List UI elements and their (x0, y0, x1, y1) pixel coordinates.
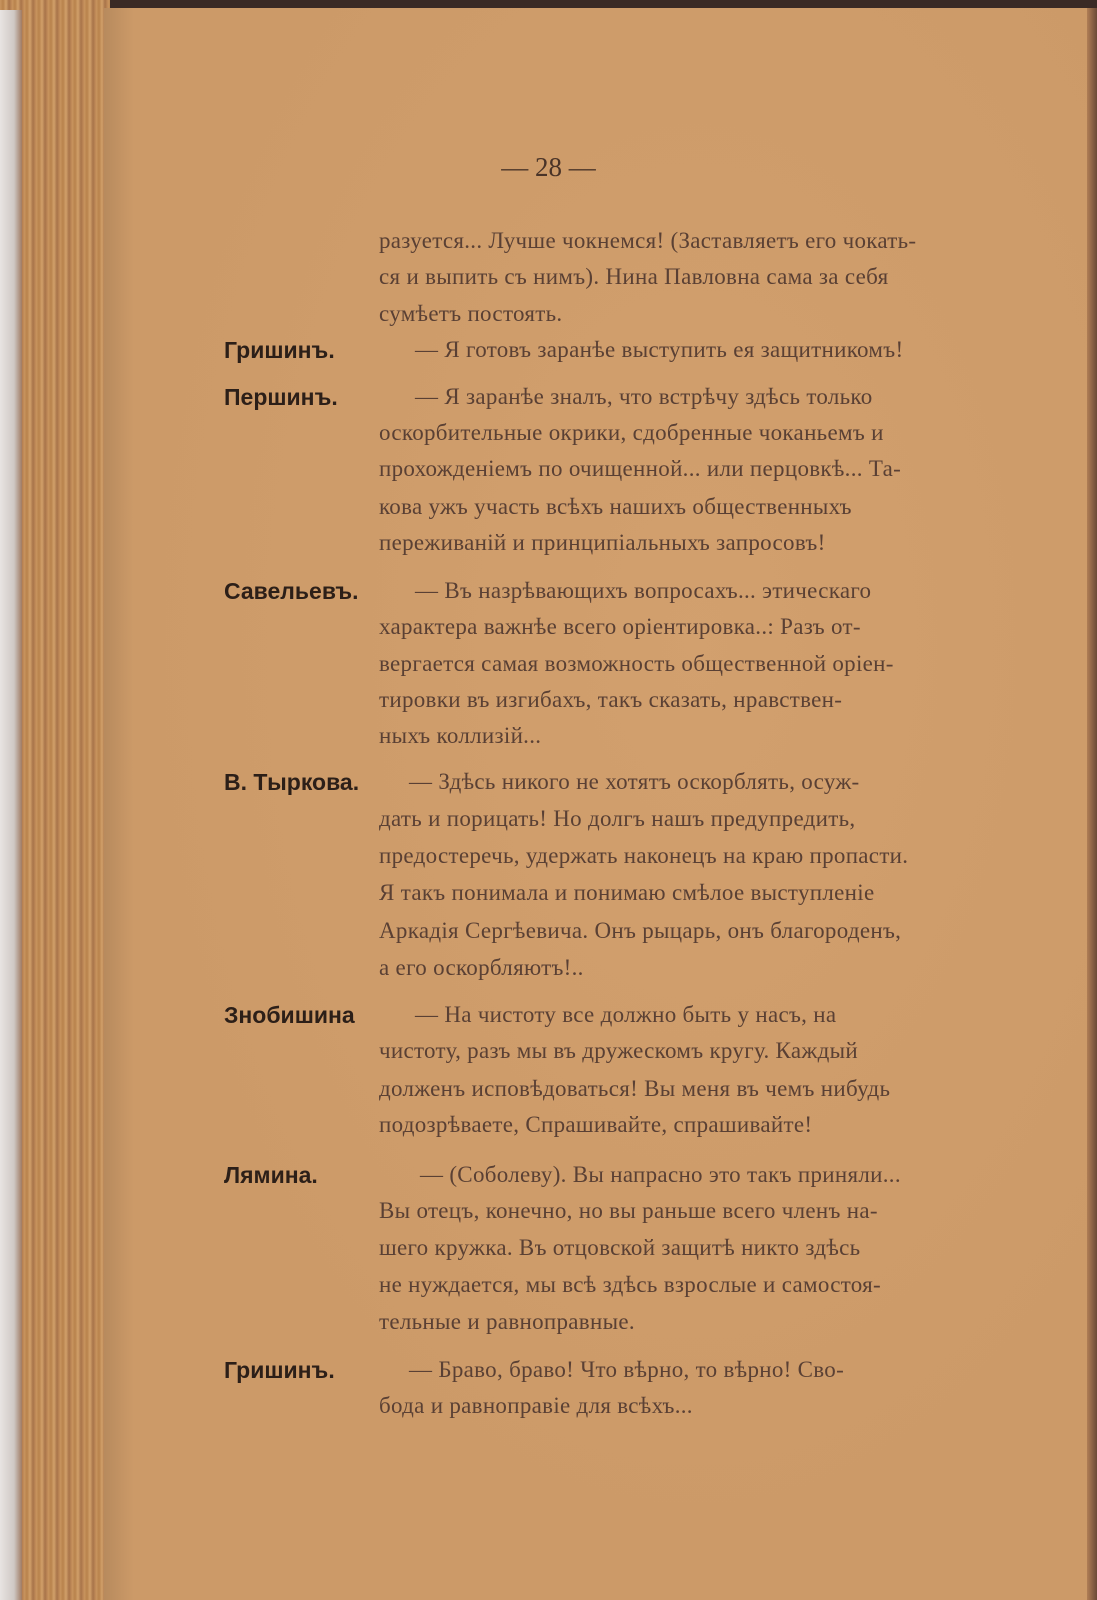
speaker-name: Савельевъ. (224, 578, 359, 604)
text-line: характера важнѣе всего оріентировка..: Разъ от- (379, 614, 861, 639)
text-line: не нуждается, мы всѣ здѣсь взрослые и самостоя- (379, 1272, 881, 1297)
text-line: а его оскорбляютъ!.. (379, 955, 584, 980)
text-line: долженъ исповѣдоваться! Вы меня въ чемъ нибудь (379, 1076, 891, 1101)
text-line: прохожденіемъ по очищенной... или перцовкѣ... Та- (379, 456, 902, 481)
text-line: предостеречь, удержать наконецъ на краю пропасти. (379, 843, 909, 868)
text-line: вергается самая возможность общественной оріен- (379, 651, 894, 676)
speaker-name: Лямина. (224, 1162, 318, 1188)
text-line: дать и порицать! Но долгъ нашъ предупредить, (379, 806, 856, 831)
page-right-edge (1087, 8, 1097, 1600)
speaker-name: Гришинъ. (224, 337, 335, 363)
text-line: Вы отецъ, конечно, но вы раньше всего членъ на- (379, 1198, 878, 1223)
speaker-name: Першинъ. (224, 384, 338, 410)
text-line: ся и выпить съ нимъ). Нина Павловна сама за себя (379, 264, 889, 289)
text-line: переживаній и принципіальныхъ запросовъ! (379, 530, 826, 555)
text-line: шего кружка. Въ отцовской защитѣ никто здѣсь (379, 1235, 861, 1260)
speaker-name: Знобишина (224, 1002, 355, 1028)
text-line: тировки въ изгибахъ, такъ сказать, нравствен- (379, 687, 843, 712)
text-line: — Въ назрѣвающихъ вопросахъ... этическаго (415, 578, 872, 603)
speaker-name: В. Тыркова. (224, 769, 360, 795)
text-line: — Здѣсь никого не хотятъ оскорблять, осуж- (409, 769, 860, 794)
text-line: сумѣетъ постоять. (379, 301, 563, 326)
text-line: разуется... Лучше чокнемся! (Заставляетъ его чокать- (379, 228, 917, 253)
page-number: — 28 — (501, 152, 596, 182)
text-line: — На чистоту все должно быть у насъ, на (415, 1002, 837, 1027)
text-line: чистоту, разъ мы въ дружескомъ кругу. Каждый (379, 1038, 858, 1063)
text-line: — Я заранѣе зналъ, что встрѣчу здѣсь только (415, 384, 873, 409)
text-line: — Браво, браво! Что вѣрно, то вѣрно! Сво- (409, 1357, 845, 1382)
text-line: ныхъ коллизій... (379, 723, 542, 748)
text-line: оскорбительные окрики, сдобренные чоканьемъ и (379, 420, 884, 445)
text-line: — (Соболеву). Вы напрасно это такъ приняли... (420, 1162, 901, 1187)
text-line: Аркадія Сергѣевича. Онъ рыцарь, онъ благороденъ, (379, 918, 902, 943)
text-line: тельные и равноправные. (379, 1309, 635, 1334)
text-line: кова ужъ участь всѣхъ нашихъ общественныхъ (379, 494, 852, 519)
text-line: Я такъ понимала и понимаю смѣлое выступленіе (379, 880, 875, 905)
binding-edge (0, 10, 22, 1600)
text-line: — Я готовъ заранѣе выступить ея защитникомъ! (415, 337, 904, 362)
text-line: бода и равноправіе для всѣхъ... (379, 1393, 693, 1418)
speaker-name: Гришинъ. (224, 1357, 335, 1383)
text-line: подозрѣваете, Спрашивайте, спрашивайте! (379, 1112, 813, 1137)
